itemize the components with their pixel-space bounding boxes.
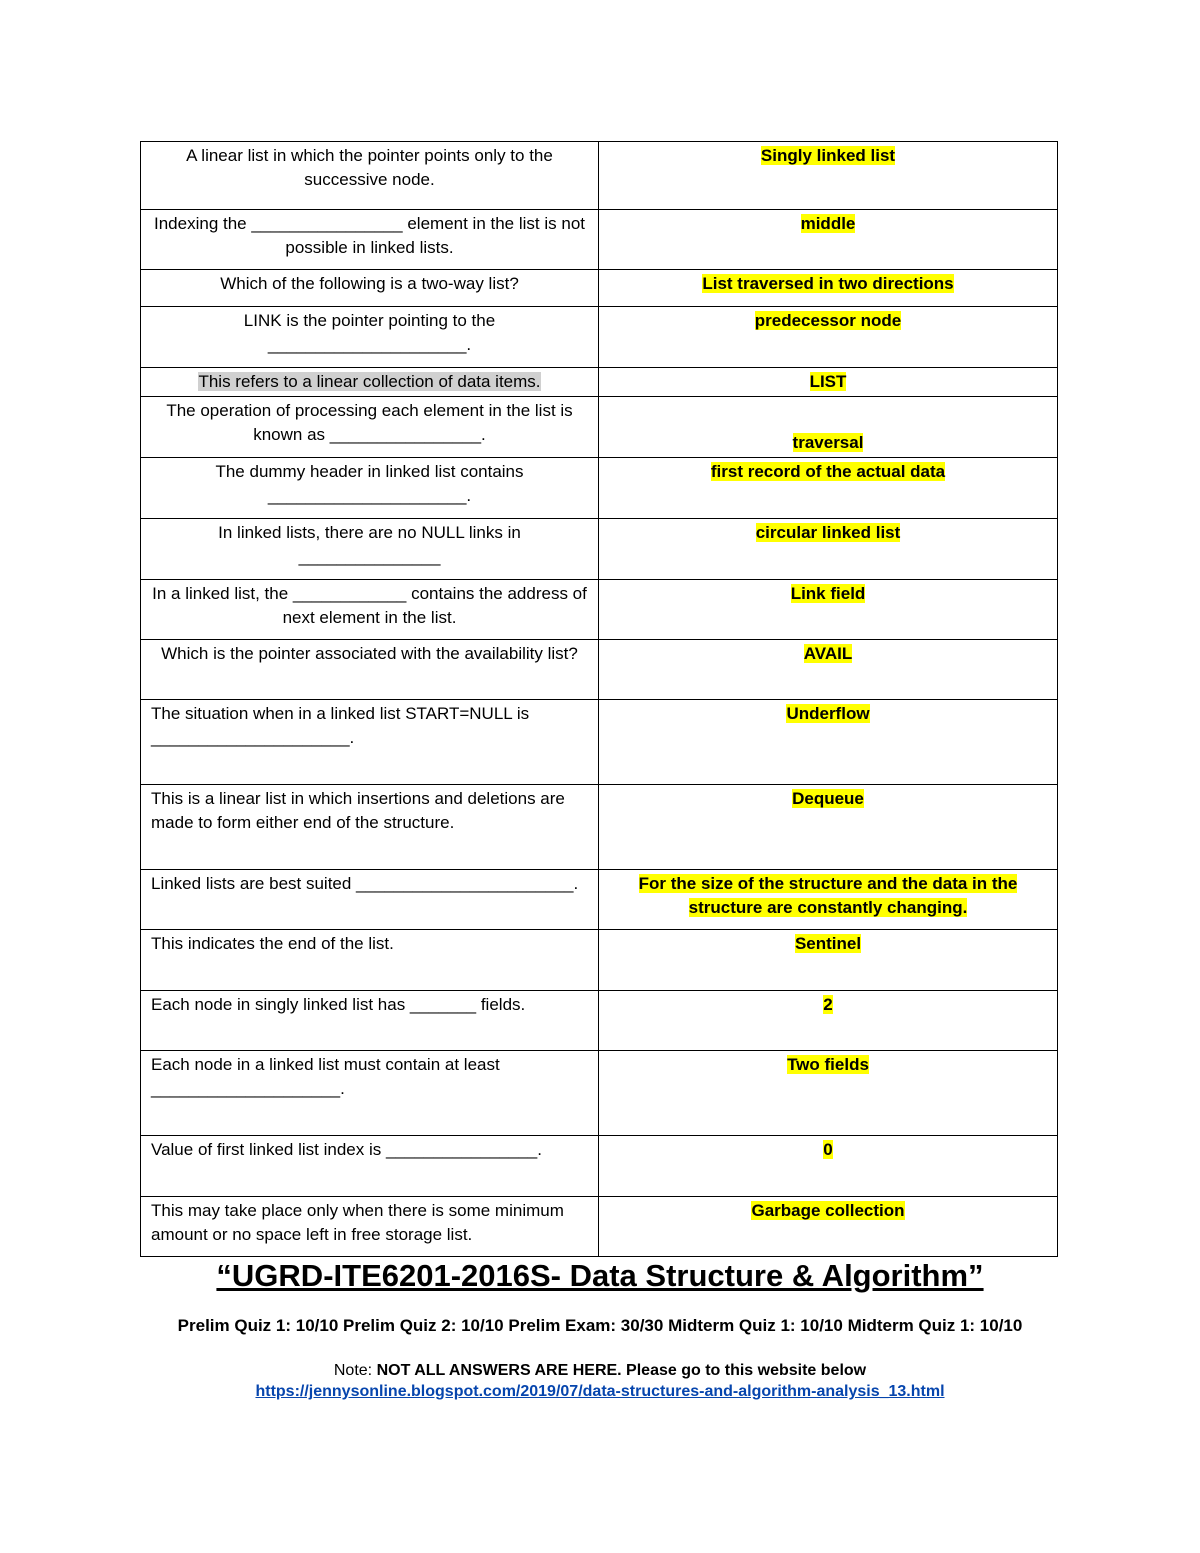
question-cell [141, 142, 599, 210]
document-title: “UGRD-ITE6201-2016S- Data Structure & Algorithm” [216, 1258, 984, 1293]
answer-cell [599, 1051, 1058, 1136]
question-cell [141, 307, 599, 368]
question-text: This indicates the end of the list. [151, 934, 394, 953]
answer-text: 2 [823, 995, 833, 1014]
answer-cell [599, 368, 1058, 397]
table-row [141, 397, 1058, 458]
table-row [141, 640, 1058, 700]
answer-text: Underflow [786, 704, 870, 723]
answer-cell [599, 1136, 1058, 1197]
qa-table [140, 141, 1058, 1257]
answer-text: Garbage collection [751, 1201, 905, 1220]
question-cell [141, 991, 599, 1051]
question-cell [141, 930, 599, 991]
table-row [141, 270, 1058, 307]
question-cell [141, 700, 599, 785]
question-cell [141, 640, 599, 700]
answer-cell [599, 307, 1058, 368]
table-row [141, 785, 1058, 870]
note-text: NOT ALL ANSWERS ARE HERE. Please go to this website below [376, 1362, 867, 1379]
answer-text: circular linked list [755, 523, 901, 542]
question-cell [141, 1051, 599, 1136]
answer-text: first record of the actual data [710, 462, 946, 481]
table-row [141, 458, 1058, 519]
table-row [141, 930, 1058, 991]
table-row [141, 1136, 1058, 1197]
question-text: The situation when in a linked list START=NULL is _____________________. [151, 704, 530, 747]
question-text: In a linked list, the ____________ contains the address of next element in the list. [152, 584, 587, 627]
question-text: In linked lists, there are no NULL links in _______________ [218, 523, 521, 566]
question-cell [141, 458, 599, 519]
question-cell [141, 580, 599, 640]
question-cell [141, 1136, 599, 1197]
table-row [141, 700, 1058, 785]
answer-cell [599, 700, 1058, 785]
question-cell [141, 368, 599, 397]
question-cell [141, 1197, 599, 1257]
question-text: The operation of processing each element in the list is known as ________________. [166, 401, 573, 444]
answer-text: AVAIL [803, 644, 853, 663]
note-line [0, 1360, 1200, 1381]
answer-text: Dequeue [792, 789, 864, 808]
answer-text: LIST [809, 372, 847, 391]
answer-cell [599, 210, 1058, 270]
qa-table-body [141, 142, 1058, 1257]
answer-cell [599, 930, 1058, 991]
answer-text: 0 [823, 1140, 833, 1159]
question-text: Each node in a linked list must contain at least ____________________. [151, 1055, 500, 1098]
question-cell [141, 519, 599, 580]
question-text: The dummy header in linked list contains _____________________. [215, 462, 524, 505]
table-row [141, 307, 1058, 368]
table-row [141, 519, 1058, 580]
table-row [141, 368, 1058, 397]
table-row [141, 870, 1058, 930]
reference-link[interactable]: https://jennysonline.blogspot.com/2019/07/data-structures-and-algorithm-analysis_13.html [255, 1383, 945, 1400]
question-text: This is a linear list in which insertions and deletions are made to form either end of the structure. [151, 789, 565, 832]
table-row [141, 1197, 1058, 1257]
answer-cell [599, 1197, 1058, 1257]
question-text: Each node in singly linked list has _______ fields. [151, 995, 526, 1014]
table-row [141, 991, 1058, 1051]
question-text: Which is the pointer associated with the availability list? [161, 644, 578, 663]
answer-text: Link field [790, 584, 866, 603]
question-text: This may take place only when there is some minimum amount or no space left in free storage list. [151, 1201, 564, 1244]
answer-text: For the size of the structure and the data in the structure are constantly changing. [638, 874, 1018, 917]
answer-cell [599, 458, 1058, 519]
answer-cell [599, 785, 1058, 870]
table-row [141, 580, 1058, 640]
table-row [141, 142, 1058, 210]
answer-cell [599, 142, 1058, 210]
question-text: Linked lists are best suited _______________________. [151, 874, 579, 893]
question-cell [141, 210, 599, 270]
answer-cell [599, 519, 1058, 580]
question-cell [141, 270, 599, 307]
answer-cell [599, 870, 1058, 930]
scores-line: Prelim Quiz 1: 10/10 Prelim Quiz 2: 10/10 Prelim Exam: 30/30 Midterm Quiz 1: 10/10 Midterm Quiz 1: 10/10 [177, 1316, 1023, 1335]
question-text: Indexing the ________________ element in the list is not possible in linked lists. [154, 214, 585, 257]
question-cell [141, 785, 599, 870]
answer-text: traversal [792, 433, 864, 452]
question-text: This refers to a linear collection of data items. [198, 372, 541, 391]
question-text: Value of first linked list index is ________________. [151, 1140, 542, 1159]
note-prefix: Note: [333, 1362, 377, 1379]
answer-cell [599, 270, 1058, 307]
answer-cell [599, 640, 1058, 700]
question-cell [141, 870, 599, 930]
question-text: Which of the following is a two-way list? [220, 274, 519, 293]
answer-cell [599, 991, 1058, 1051]
answer-text: predecessor node [754, 311, 902, 330]
answer-text: List traversed in two directions [702, 274, 954, 293]
table-row [141, 210, 1058, 270]
answer-text: Singly linked list [760, 146, 896, 165]
answer-text: middle [800, 214, 856, 233]
answer-cell [599, 580, 1058, 640]
answer-text: Sentinel [794, 934, 862, 953]
answer-cell [599, 397, 1058, 458]
question-text: LINK is the pointer pointing to the _____________________. [243, 311, 496, 354]
answer-text: Two fields [787, 1055, 869, 1074]
question-text: A linear list in which the pointer points only to the successive node. [186, 146, 553, 189]
table-row [141, 1051, 1058, 1136]
question-cell [141, 397, 599, 458]
